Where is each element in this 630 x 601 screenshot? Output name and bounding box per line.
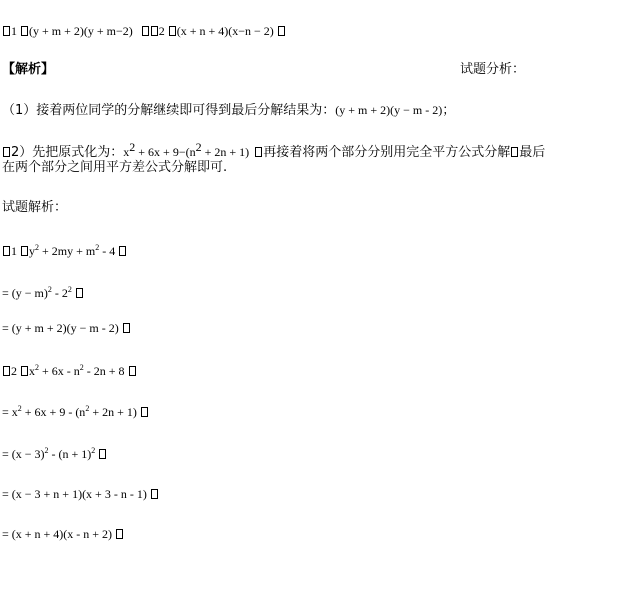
step-6 xyxy=(2,446,107,462)
missing-glyph-box xyxy=(21,366,28,376)
part-2-expr-1: x xyxy=(123,145,130,159)
missing-glyph-box xyxy=(151,489,158,499)
missing-glyph-box xyxy=(3,246,10,256)
missing-glyph-box xyxy=(116,529,123,539)
step-term: = (x − 3 + n + 1)(x + 3 - n - 1) xyxy=(2,487,147,501)
analysis-label: 试题分析： xyxy=(460,62,526,77)
part-2-sup-2: 2 xyxy=(195,140,202,154)
missing-glyph-box xyxy=(3,26,10,36)
part-2-expr-2: + 6x + 9−(n xyxy=(135,145,196,159)
answer-1-expression: (y + m + 2)(y + m−2) xyxy=(29,24,133,38)
step-exponent: 2 xyxy=(91,446,96,455)
answer-2-number: 2 xyxy=(158,24,168,38)
step-7 xyxy=(2,486,159,502)
missing-glyph-box xyxy=(142,26,149,36)
step-term: + 6x + 9 - (n xyxy=(21,405,86,419)
step-number: 1 xyxy=(11,244,20,258)
part-2-text-b: 再接着将两个部分分别用完全平方公式分解 xyxy=(263,145,511,160)
step-number: 2 xyxy=(11,364,20,378)
missing-glyph-box xyxy=(255,147,262,157)
step-exponent: 2 xyxy=(67,285,72,294)
answer-1-number: 1 xyxy=(11,24,20,38)
step-term: - 2 xyxy=(51,286,68,300)
part-1-explanation xyxy=(2,101,455,119)
missing-glyph-box xyxy=(141,407,148,417)
step-term: - 4 xyxy=(99,244,116,258)
missing-glyph-box xyxy=(123,323,130,333)
missing-glyph-box xyxy=(169,26,176,36)
answers-line xyxy=(2,23,286,39)
part-2-text-a: 2）先把原式化为： xyxy=(11,145,124,160)
step-term: + 6x - n xyxy=(39,364,80,378)
step-8 xyxy=(2,526,124,542)
missing-glyph-box xyxy=(76,288,83,298)
step-exponent: 2 xyxy=(17,404,22,413)
part-2-sup-1: 2 xyxy=(129,140,136,154)
step-term: - (n + 1) xyxy=(48,447,92,461)
step-term: = (y − m) xyxy=(2,286,48,300)
part-1-text: （1）接着两位同学的分解继续即可得到最后分解结果为： xyxy=(2,103,336,118)
step-2 xyxy=(2,285,84,301)
step-term: + 2n + 1) xyxy=(89,405,137,419)
missing-glyph-box xyxy=(119,246,126,256)
step-exponent: 2 xyxy=(35,243,39,252)
analysis-heading: 【解析】 xyxy=(2,62,55,77)
missing-glyph-box xyxy=(99,449,106,459)
missing-glyph-box xyxy=(129,366,136,376)
step-term: x xyxy=(29,364,35,378)
part-1-end: ； xyxy=(442,103,456,118)
answer-2-expression: (x + n + 4)(x−n − 2) xyxy=(176,24,274,38)
part-2-expr-3: + 2n + 1) xyxy=(201,145,250,159)
step-exponent: 2 xyxy=(35,363,39,372)
missing-glyph-box xyxy=(151,26,158,36)
part-2-explanation xyxy=(2,140,546,161)
step-term: + 2my + m xyxy=(39,244,96,258)
missing-glyph-box xyxy=(21,246,28,256)
missing-glyph-box xyxy=(3,366,10,376)
step-term: = (x + n + 4)(x - n + 2) xyxy=(2,527,113,541)
missing-glyph-box xyxy=(511,147,518,157)
missing-glyph-box xyxy=(21,26,28,36)
step-5 xyxy=(2,404,149,420)
step-exponent: 2 xyxy=(85,404,90,413)
step-term: = x xyxy=(2,405,18,419)
step-term: y xyxy=(29,244,35,258)
part-2-text-d: 在两个部分之间用平方差公式分解即可. xyxy=(2,160,228,175)
step-exponent: 2 xyxy=(79,363,84,372)
part-1-expression: (y + m + 2)(y − m - 2) xyxy=(335,103,443,117)
missing-glyph-box xyxy=(278,26,285,36)
step-term: - 2n + 8 xyxy=(83,364,125,378)
step-term: = (y + m + 2)(y − m - 2) xyxy=(2,321,119,335)
step-1 xyxy=(2,243,127,259)
step-exponent: 2 xyxy=(47,285,52,294)
missing-glyph-box xyxy=(3,147,10,157)
part-2-text-c: 最后 xyxy=(519,145,546,160)
solution-label: 试题解析： xyxy=(2,200,68,215)
step-exponent: 2 xyxy=(95,243,100,252)
step-exponent: 2 xyxy=(44,446,49,455)
step-4 xyxy=(2,363,137,379)
step-3 xyxy=(2,320,131,336)
step-term: = (x − 3) xyxy=(2,447,45,461)
